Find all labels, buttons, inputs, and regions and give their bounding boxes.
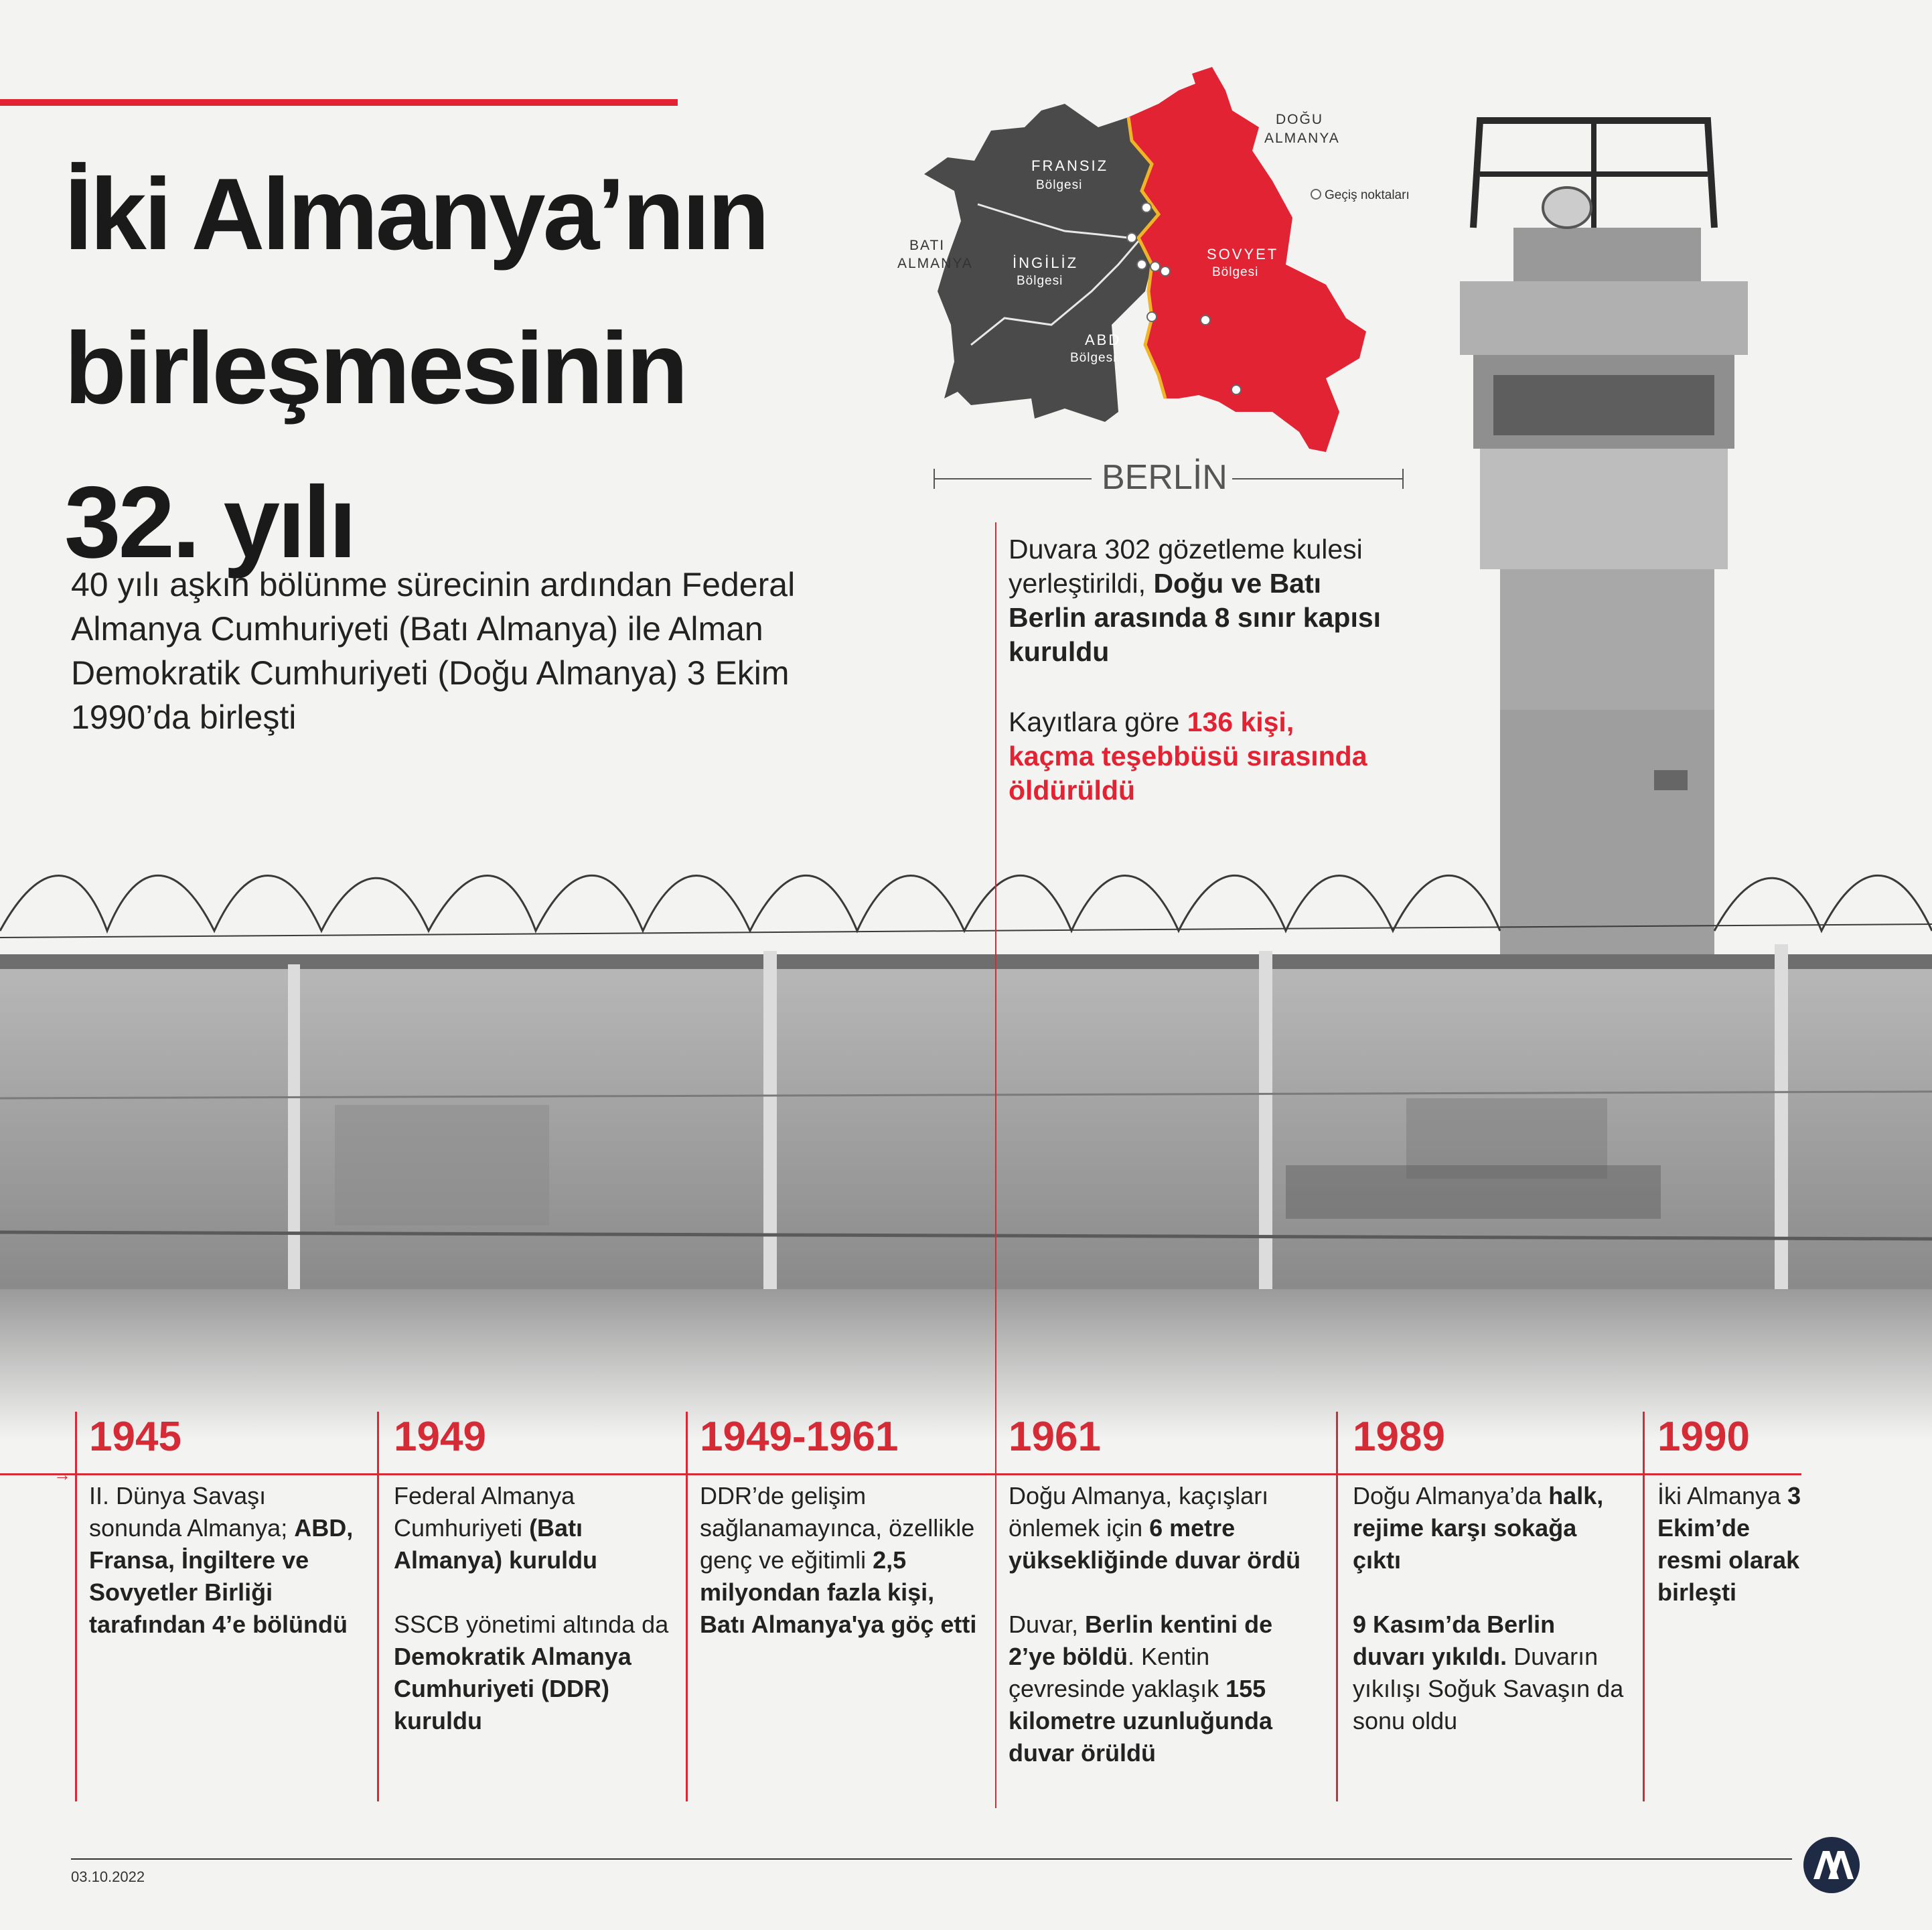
event-1989-bold-2: 9 Kasım’da Berlin duvarı yıkıldı. — [1353, 1611, 1556, 1670]
french-sector-label: FRANSIZ — [1031, 157, 1109, 174]
year-1961: 1961 — [1009, 1414, 1101, 1460]
watchtower-note-bold: Doğu ve Batı Berlin arasında 8 sınır kapısı kuruldu — [1009, 568, 1382, 667]
event-1949 — [394, 1480, 672, 1769]
event-1961 — [1009, 1480, 1323, 1801]
east-germany-label-1: DOĞU — [1276, 112, 1323, 127]
wall-segments — [0, 944, 1932, 1299]
event-1990-bold: 3 Ekim’de resmi olarak birleşti — [1657, 1482, 1801, 1606]
event-1961-bold-3: 155 kilometre uzunluğunda duvar örüldü — [1009, 1675, 1273, 1767]
watchtower-note — [1009, 532, 1384, 669]
event-1989-text-2: Duvarın yıkılışı Soğuk Savaşın da sonu oldu — [1353, 1643, 1624, 1734]
year-1989: 1989 — [1353, 1414, 1445, 1460]
timeline-tick — [686, 1412, 688, 1801]
west-germany-label-2: ALMANYA — [897, 256, 973, 271]
year-1949-1961: 1949-1961 — [700, 1414, 899, 1460]
event-1961-bold-2: Berlin kentini de 2’ye böldü — [1009, 1611, 1273, 1670]
event-1949-1961-text: DDR’de gelişim sağlanamayınca, özellikle genç ve eğitimli — [700, 1482, 975, 1574]
year-1990: 1990 — [1657, 1414, 1750, 1460]
event-1961-text-2: Duvar, — [1009, 1611, 1086, 1638]
soviet-sector-sublabel: Bölgesi — [1212, 265, 1259, 279]
event-1989 — [1353, 1480, 1631, 1769]
event-1949-1961 — [700, 1480, 981, 1673]
footer-date: 03.10.2022 — [71, 1868, 145, 1885]
event-1961-bold-1: 6 metre yüksekliğinde duvar ördü — [1009, 1514, 1301, 1574]
east-germany-label-2: ALMANYA — [1264, 131, 1340, 146]
year-1945: 1945 — [89, 1414, 181, 1460]
event-1949-bold-2: Demokratik Almanya Cumhuriyeti (DDR) kuruldu — [394, 1643, 631, 1734]
event-1990 — [1657, 1480, 1811, 1641]
french-sector-sublabel: Bölgesi — [1036, 178, 1083, 192]
event-1961-text-1: Doğu Almanya, kaçışları önlemek için — [1009, 1482, 1269, 1542]
year-1949: 1949 — [394, 1414, 486, 1460]
soviet-sector-label: SOVYET — [1207, 246, 1279, 263]
timeline-tick — [75, 1412, 77, 1801]
connector-line — [995, 522, 996, 1808]
event-1961-text-3: . Kentin çevresinde yaklaşık — [1009, 1643, 1226, 1702]
event-1949-bold-1: (Batı Almanya) kuruldu — [394, 1514, 598, 1574]
watchtower — [1460, 121, 1748, 958]
casualties-note — [1009, 705, 1384, 808]
casualties-note-text: Kayıtlara göre — [1009, 707, 1187, 737]
event-1990-text: İki Almanya — [1657, 1482, 1788, 1509]
event-1945-text: II. Dünya Savaşı sonunda Almanya; — [89, 1482, 295, 1542]
british-sector-label: İNGİLİZ — [1013, 254, 1079, 271]
timeline-axis — [0, 1473, 1801, 1475]
timeline-tick — [377, 1412, 379, 1801]
event-1945 — [89, 1480, 364, 1673]
map-caption: BERLİN — [1102, 458, 1228, 497]
footer-rule — [71, 1858, 1792, 1860]
event-1989-text-1: Doğu Almanya’da — [1353, 1482, 1549, 1509]
legend-label: Geçiş noktaları — [1325, 188, 1410, 202]
watchtower-note-text: Duvara 302 gözetleme kulesi yerleştirildi, — [1009, 534, 1363, 599]
us-sector-sublabel: Bölgesi — [1070, 351, 1117, 365]
intro-text: 40 yılı aşkın bölünme sürecinin ardından Federal Almanya Cumhuriyeti (Batı Almanya) ile Alman Demokratik Cumhuriyeti (Doğu Almanya) 3 Ekim 1990’da birleşti — [71, 566, 796, 736]
british-sector-sublabel: Bölgesi — [1017, 274, 1063, 288]
west-germany-label-1: BATI — [909, 238, 946, 253]
timeline-tick — [1336, 1412, 1338, 1801]
event-1949-text-2: SSCB yönetimi altında da — [394, 1611, 669, 1638]
aa-logo-icon — [1801, 1835, 1862, 1895]
title-line-2: birleşmesinin — [64, 311, 686, 425]
event-1945-bold: ABD, Fransa, İngiltere ve Sovyetler Birliği tarafından 4’e bölündü — [89, 1514, 354, 1638]
timeline-tick — [1643, 1412, 1645, 1801]
timeline-arrow-icon: → — [54, 1465, 71, 1485]
event-1989-bold-1: halk, rejime karşı sokağa çıktı — [1353, 1482, 1604, 1574]
event-1949-1961-bold: 2,5 milyondan fazla kişi, Batı Almanya'ya göç etti — [700, 1546, 977, 1638]
us-sector-label: ABD — [1085, 331, 1122, 348]
title-line-1: İki Almanya’nın — [64, 157, 767, 271]
event-1949-text-1: Federal Almanya Cumhuriyeti — [394, 1482, 575, 1542]
casualties-note-highlight: 136 kişi, kaçma teşebbüsü sırasında öldürüldü — [1009, 707, 1367, 806]
title-line-3: 32. yılı — [64, 465, 354, 579]
